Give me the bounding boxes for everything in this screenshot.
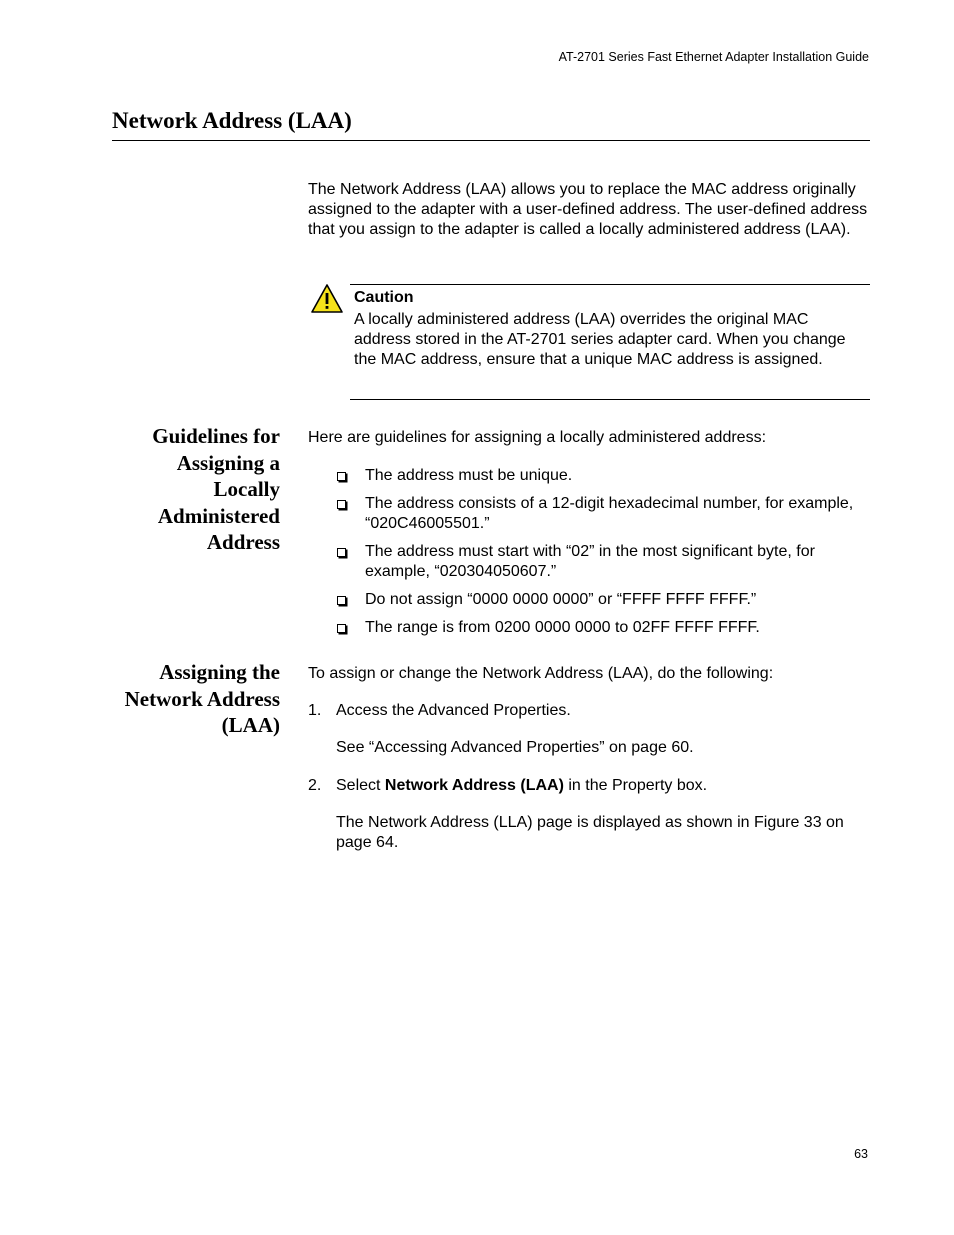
page-number: 63 [854, 1147, 868, 1161]
assigning-heading-line: Assigning the [159, 660, 280, 684]
step-text: Access the Advanced Properties. [336, 702, 571, 719]
step-2-note: The Network Address (LLA) page is displayed as shown in Figure 33 on page 64. [336, 814, 844, 851]
guidelines-heading-line: Assigning a [176, 450, 280, 475]
checkbox-bullet-icon [337, 500, 346, 509]
list-item: The address must be unique. [336, 466, 866, 486]
guidelines-heading-line: Administered [157, 503, 280, 528]
caution-title: Caution [354, 289, 414, 306]
assigning-heading [100, 659, 280, 739]
guidelines-intro: Here are guidelines for assigning a locally administered address: [308, 429, 767, 446]
step-text: Select Network Address (LAA) in the Property box. [336, 777, 708, 794]
step-number: 2. [308, 777, 322, 794]
guidelines-heading-line: Guidelines for [152, 424, 280, 448]
list-item: The address must start with “02” in the most significant byte, for example, “020304050607.” [336, 542, 866, 582]
running-header: AT-2701 Series Fast Ethernet Adapter Installation Guide [558, 50, 869, 64]
list-item: The address consists of a 12-digit hexadecimal number, for example, “020C46005501.” [336, 494, 866, 534]
checkbox-bullet-icon [337, 548, 346, 557]
caution-text: A locally administered address (LAA) overrides the original MAC address stored in the AT-2701 series adapter card. When you change the MAC address, ensure that a unique MAC address is assigned. [354, 311, 846, 368]
guidelines-heading-line: Locally [213, 477, 280, 501]
property-name: Network Address (LAA) [384, 777, 564, 794]
guidelines-heading [100, 423, 280, 556]
warning-triangle-icon [310, 283, 344, 315]
assigning-heading-line: Network Address [124, 686, 280, 711]
assigning-heading-line: (LAA) [221, 713, 280, 737]
caution-box [350, 284, 870, 400]
assigning-intro: To assign or change the Network Address (LAA), do the following: [308, 665, 774, 682]
checkbox-bullet-icon [337, 596, 346, 605]
page-title: Network Address (LAA) [112, 108, 352, 133]
title-divider [112, 140, 870, 141]
step-number: 1. [308, 702, 322, 719]
intro-paragraph: The Network Address (LAA) allows you to replace the MAC address originally assigned to the adapter with a user-defined address. The user-defined address that you assign to the adapter is called a locally administered address (LAA). [308, 181, 868, 238]
checkbox-bullet-icon [337, 624, 346, 633]
guidelines-list [336, 466, 866, 646]
checkbox-bullet-icon [337, 472, 346, 481]
guidelines-heading-line: Address [206, 530, 280, 554]
step-1-note: See “Accessing Advanced Properties” on page 60. [336, 739, 694, 756]
list-item: Do not assign “0000 0000 0000” or “FFFF FFFF FFFF.” [336, 590, 866, 610]
list-item: The range is from 0200 0000 0000 to 02FF FFFF FFFF. [336, 618, 866, 638]
